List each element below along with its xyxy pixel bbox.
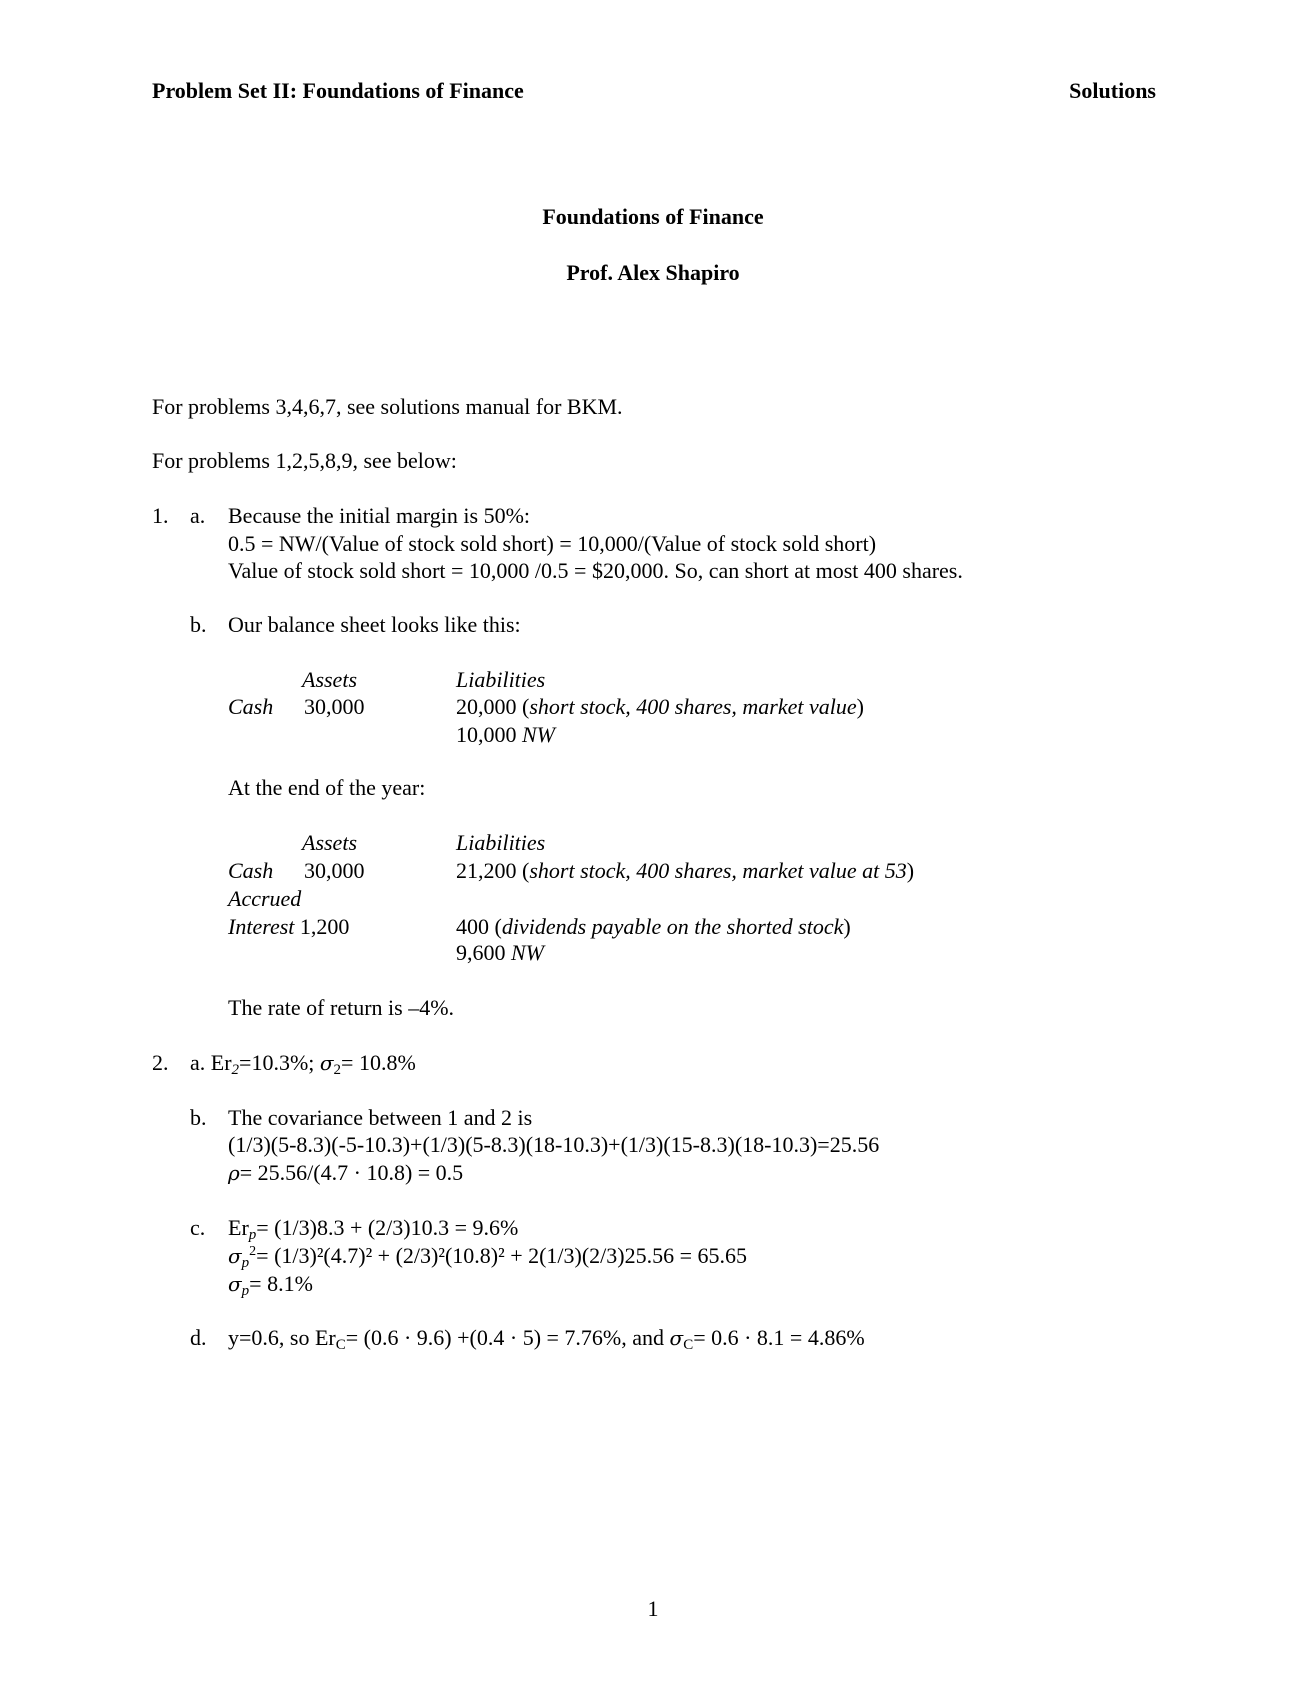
instructor-name: Prof. Alex Shapiro (566, 260, 740, 285)
interest-label: Interest (228, 914, 295, 939)
problem-2b-line-3 (228, 1158, 463, 1188)
problem-2c-line-2: $\sigma_p^2= (1/3)^2(4.7)^2 + (2/3)^2(10.8)^2 + 2(1/3)(2/3)25.56 = 65.65$ (228, 1243, 748, 1271)
cash-label: Cash (228, 694, 274, 719)
problem-2b-label: b. (190, 1105, 207, 1130)
interest-value: 1,200 (299, 914, 350, 939)
cash-value-2: 30,000 (304, 858, 365, 883)
problem-1a-line-3: Value of stock sold short = 10,000 /0.5 = $20,000. So, can short at most 400 shares. (228, 558, 963, 583)
problem-1a-label: a. (190, 503, 206, 528)
er-subscript-d: C (335, 1337, 346, 1353)
accrued-label: Accrued (228, 886, 302, 911)
intro-line-2: For problems 1,2,5,8,9, see below: (152, 448, 457, 473)
liability-2-2-value: 400 (456, 914, 489, 939)
problem-2b-line-2: (1/3)(5-8.3)(-5-10.3)+(1/3)(5-8.3)(18-10.3)+(1/3)(15-8.3)(18-10.3)=25.56 (228, 1132, 880, 1157)
liability-row-2-2: 400 (dividends payable on the shorted stock) (456, 914, 851, 939)
liability-1-value: 20,000 (456, 694, 517, 719)
problem-1a-line-2: 0.5 = NW/(Value of stock sold short) = 10,000/(Value of stock sold short) (228, 531, 877, 556)
problem-1-number: 1. (152, 503, 169, 528)
assets-header-2: Assets (302, 830, 357, 855)
interest-row (228, 912, 349, 941)
rate-of-return: The rate of return is –4%. (228, 995, 455, 1020)
liability-2-value: 10,000 (456, 722, 517, 747)
er-value: =10.3%; (239, 1050, 315, 1075)
problem-1a-line-1: Because the initial margin is 50%: (228, 503, 531, 528)
running-header-left: Problem Set II: Foundations of Finance (152, 78, 524, 103)
liabilities-header-2: Liabilities (456, 830, 546, 855)
rho-symbol: ρ (228, 1161, 240, 1185)
rho-value: = 25.56/(4.7 · 10.8) = 0.5 (239, 1160, 464, 1185)
problem-2a-line (190, 1048, 416, 1078)
sigma-symbol-d: σ (669, 1326, 684, 1350)
expected-return-symbol-c: Er (228, 1215, 249, 1240)
liability-2-1-value: 21,200 (456, 858, 517, 883)
er-subscript: 2 (231, 1062, 240, 1078)
problem-2d-prefix: y=0.6, so Er (228, 1325, 336, 1350)
page-number: 1 (647, 1596, 659, 1621)
liability-row-2-1: 21,200 (short stock, 400 shares, market value at 53) (456, 858, 915, 883)
cash-label-2: Cash (228, 858, 274, 883)
er-subscript-c: p (248, 1227, 257, 1243)
liability-2-3-note: NW (511, 940, 544, 965)
intro-line-1: For problems 3,4,6,7, see solutions manual for BKM. (152, 394, 623, 419)
sigma-subscript: 2 (333, 1062, 342, 1078)
problem-2c-line-3 (228, 1269, 313, 1299)
sigma-symbol-c: σ (228, 1244, 242, 1268)
liability-row-1: 20,000 (short stock, 400 shares, market value) (456, 694, 864, 719)
problem-2a-label: a. (190, 1050, 206, 1075)
problem-2d-label: d. (190, 1325, 207, 1350)
running-header-right: Solutions (1069, 78, 1156, 103)
variance-value: = (1/3)²(4.7)² + (2/3)²(10.8)² + 2(1/3)(2/3)25.56 = 65.65 (256, 1243, 748, 1268)
problem-1b-label: b. (190, 612, 207, 637)
sigma-value: = 10.8% (341, 1050, 416, 1075)
end-of-year-label: At the end of the year: (228, 775, 426, 800)
liability-2-2-note: dividends payable on the shorted stock (501, 914, 844, 939)
expected-return-symbol: Er (210, 1050, 232, 1075)
liability-2-note: NW (522, 722, 555, 747)
liability-2-3-value: 9,600 (456, 940, 506, 965)
cash-value: 30,000 (304, 694, 365, 719)
sigma-value-d: = 0.6 · 8.1 = 4.86% (693, 1325, 865, 1350)
er-value-c: = (1/3)8.3 + (2/3)10.3 = 9.6% (256, 1215, 519, 1240)
sigma-subscript-c: p (241, 1255, 250, 1271)
liability-2-1-note: short stock, 400 shares, market value at 53 (529, 858, 907, 883)
problem-1b-intro: Our balance sheet looks like this: (228, 612, 521, 637)
problem-2d-line (228, 1323, 865, 1353)
sigma-subscript-c2: p (241, 1283, 250, 1299)
liability-row-2 (456, 720, 555, 749)
er-value-d: = (0.6 · 9.6) +(0.4 · 5) = 7.76%, and (345, 1325, 665, 1350)
liability-row-2-3 (456, 938, 544, 967)
sigma-symbol-c2: σ (228, 1272, 242, 1296)
sigma-subscript-d: C (683, 1337, 694, 1353)
problem-2c-line-1 (228, 1213, 518, 1242)
problem-2c-label: c. (190, 1215, 206, 1240)
problem-2b-line-1: The covariance between 1 and 2 is (228, 1105, 533, 1130)
assets-header: Assets (302, 667, 357, 692)
sigma-symbol: σ (319, 1051, 334, 1075)
liability-1-note: short stock, 400 shares, market value (529, 694, 857, 719)
std-dev-value: = 8.1% (249, 1271, 313, 1296)
course-title: Foundations of Finance (542, 204, 764, 229)
liabilities-header: Liabilities (456, 667, 546, 692)
problem-2-number: 2. (152, 1050, 169, 1075)
